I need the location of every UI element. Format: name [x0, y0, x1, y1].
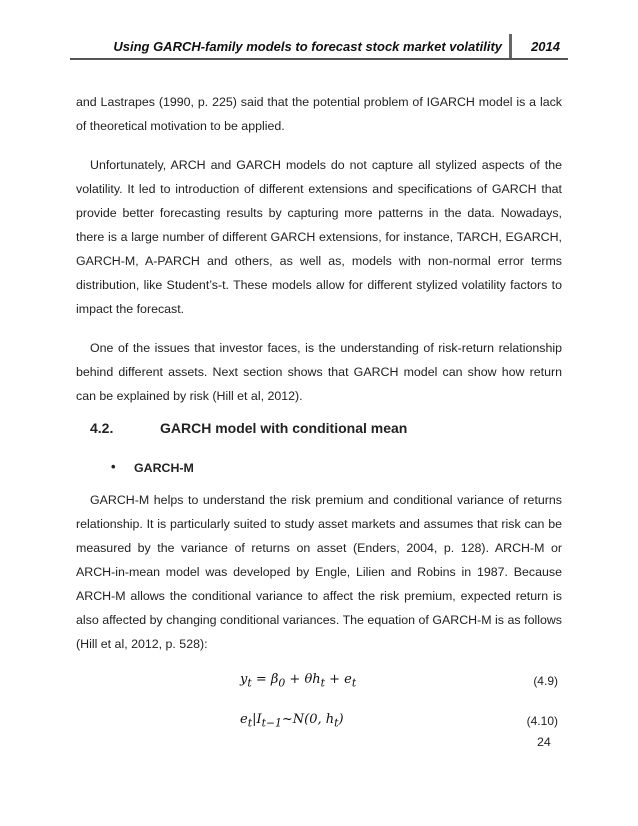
header-rule: [70, 58, 568, 60]
header-year: 2014: [531, 39, 560, 54]
bullet-dot-icon: •: [111, 459, 116, 474]
paragraph-1: and Lastrapes (1990, p. 225) said that the potential problem of IGARCH model is a lack of theoretical motivation to be applied.: [76, 95, 562, 133]
equation-number-2: (4.10): [526, 714, 558, 728]
bullet-item: [76, 460, 562, 488]
running-header: [70, 30, 568, 60]
paragraph-3: One of the issues that investor faces, is the understanding of risk-return relationship behind different assets. Next section shows that GARCH model can show how return can be explained by risk (Hill et al, 2012).: [76, 341, 562, 403]
header-title: Using GARCH-family models to forecast stock market volatility: [113, 39, 502, 54]
equation-row-1: [76, 666, 562, 700]
section-heading: [76, 420, 562, 446]
section-number: 4.2.: [90, 420, 114, 436]
equation-row-2: [76, 706, 562, 740]
equation-4-9: $y_t = \beta_0 + \theta h_t + e_t$: [240, 672, 357, 690]
header-divider: [509, 34, 512, 60]
paragraph-garch-m: GARCH-M helps to understand the risk premium and conditional variance of returns relationship. It is particularly suited to study asset markets and assumes that risk can be measured by the variance of returns on asset (Enders, 2004, p. 128). ARCH-M or ARCH-in-mean model was developed by Engle, Lilien and Robins in 1987. Because ARCH-M allows the conditional variance to affect the risk premium, expected return is also affected by changing conditional variances. The equation of GARCH-M is as follows (Hill et al, 2012, p. 528):: [76, 493, 562, 651]
section-title: GARCH model with conditional mean: [160, 420, 408, 436]
equation-number-1: (4.9): [533, 674, 558, 688]
paragraph-2: Unfortunately, ARCH and GARCH models do not capture all stylized aspects of the volatility. It led to introduction of different extensions and specifications of GARCH that provide better forecasting results by capturing more patterns in the data. Nowadays, there is a large number of different GARCH extensions, for instance, TARCH, EGARCH, GARCH-M, A-PARCH and others, as well as, models with non-normal error terms distribution, like Student’s-t. These models allow for different stylized volatility factors to impact the forecast.: [76, 158, 562, 316]
equation-4-10: $e_t|I_{t-1}\sim N(0$, $h_t$): [240, 712, 344, 730]
bullet-label: GARCH-M: [134, 461, 194, 475]
page-body: [76, 90, 562, 740]
page-number: 24: [537, 735, 551, 749]
